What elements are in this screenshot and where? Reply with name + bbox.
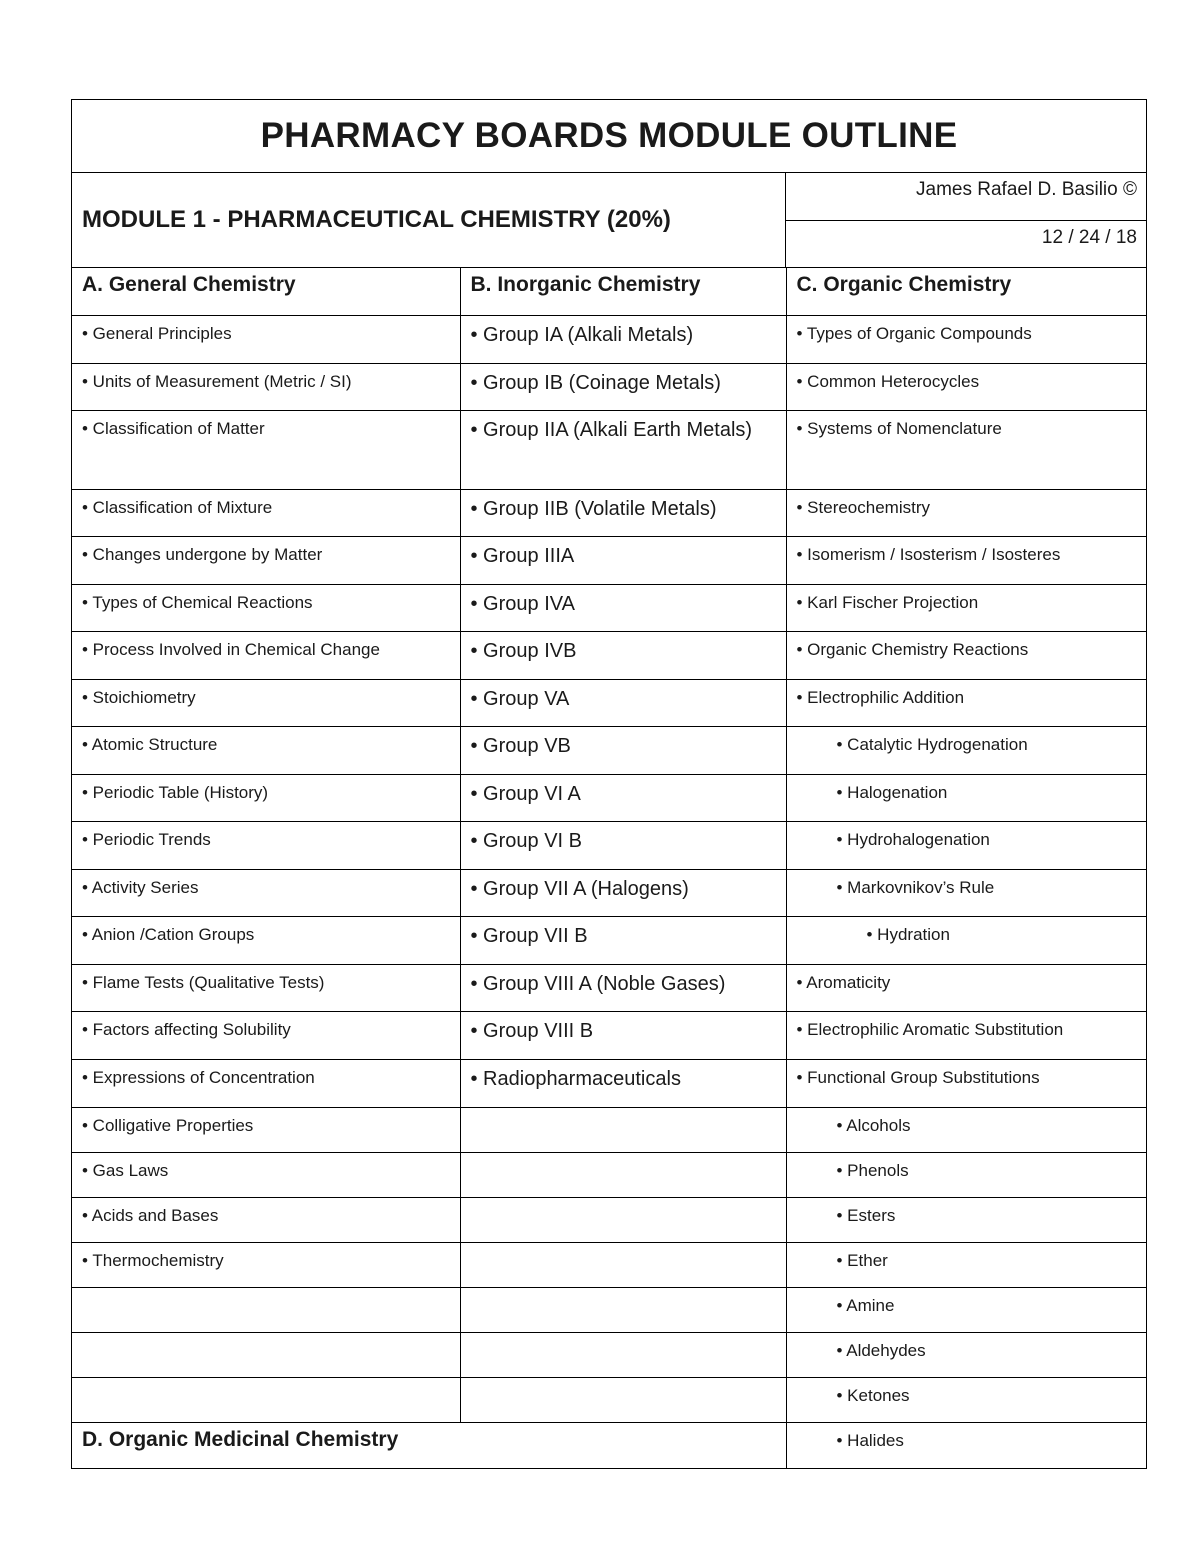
topic-a: • Factors affecting Solubility — [72, 1011, 460, 1059]
page-title: PHARMACY BOARDS MODULE OUTLINE — [260, 116, 958, 155]
topic-a: • Classification of Matter — [72, 410, 460, 489]
header-organic-medicinal-chemistry: D. Organic Medicinal Chemistry — [72, 1422, 786, 1468]
topic-c: • Markovnikov’s Rule — [786, 869, 1146, 916]
topic-c: • Amine — [786, 1287, 1146, 1332]
topic-b — [460, 1287, 786, 1332]
topic-b: • Group IA (Alkali Metals) — [460, 315, 786, 363]
title-row — [72, 100, 1146, 173]
table-row — [72, 489, 1146, 536]
topic-c: • Esters — [786, 1197, 1146, 1242]
topic-b: • Group VIII B — [460, 1011, 786, 1059]
topic-b: • Group VII A (Halogens) — [460, 869, 786, 916]
table-row — [72, 315, 1146, 363]
topic-b: • Group VI B — [460, 821, 786, 869]
topic-a: • Stoichiometry — [72, 679, 460, 726]
topic-c: • Halides — [836, 1430, 904, 1450]
table-row — [72, 1287, 1146, 1332]
topic-b: • Group VB — [460, 726, 786, 774]
table-row — [72, 536, 1146, 584]
author-line — [786, 173, 1146, 221]
topic-a: • Expressions of Concentration — [72, 1059, 460, 1107]
topic-b — [460, 1152, 786, 1197]
topic-c: • Organic Chemistry Reactions — [786, 631, 1146, 679]
module-title: MODULE 1 - PHARMACEUTICAL CHEMISTRY (20%) — [82, 206, 671, 233]
topic-b — [460, 1377, 786, 1422]
topic-a: • Classification of Mixture — [72, 489, 460, 536]
topic-a: • Activity Series — [72, 869, 460, 916]
table-row — [72, 679, 1146, 726]
topic-a: • Anion /Cation Groups — [72, 916, 460, 964]
header-inorganic-chemistry: B. Inorganic Chemistry — [460, 268, 786, 315]
meta-cell — [786, 173, 1146, 267]
module-cell — [72, 173, 786, 267]
table-row — [72, 964, 1146, 1011]
topic-c: • Phenols — [786, 1152, 1146, 1197]
topic-c: • Types of Organic Compounds — [786, 315, 1146, 363]
topic-a: • Colligative Properties — [72, 1107, 460, 1152]
topic-c: • Alcohols — [786, 1107, 1146, 1152]
topic-c: • Karl Fischer Projection — [786, 584, 1146, 631]
topic-a: • Atomic Structure — [72, 726, 460, 774]
topic-b — [460, 1197, 786, 1242]
topic-c: • Halogenation — [786, 774, 1146, 821]
topic-b: • Radiopharmaceuticals — [460, 1059, 786, 1107]
table-row — [72, 631, 1146, 679]
table-row — [72, 774, 1146, 821]
topic-c: • Stereochemistry — [786, 489, 1146, 536]
date: 12 / 24 / 18 — [1041, 226, 1137, 248]
table-row — [72, 726, 1146, 774]
topic-c: • Electrophilic Aromatic Substitution — [786, 1011, 1146, 1059]
topic-c: • Functional Group Substitutions — [786, 1059, 1146, 1107]
table-row — [72, 410, 1146, 489]
outline-table — [72, 268, 1146, 1468]
topic-a — [72, 1287, 460, 1332]
table-row — [72, 869, 1146, 916]
topic-b: • Group VIII A (Noble Gases) — [460, 964, 786, 1011]
table-row — [72, 1242, 1146, 1287]
topic-b: • Group IVA — [460, 584, 786, 631]
topic-c: • Common Heterocycles — [786, 363, 1146, 410]
topic-a: • Process Involved in Chemical Change — [72, 631, 460, 679]
author: James Rafael D. Basilio © — [916, 179, 1137, 200]
table-row — [72, 1332, 1146, 1377]
topic-c: • Aromaticity — [786, 964, 1146, 1011]
topic-a: • Gas Laws — [72, 1152, 460, 1197]
topic-b — [460, 1332, 786, 1377]
topic-a: • Periodic Trends — [72, 821, 460, 869]
topic-b: • Group IVB — [460, 631, 786, 679]
topic-b — [460, 1242, 786, 1287]
topic-b — [460, 1107, 786, 1152]
topic-c: • Hydrohalogenation — [786, 821, 1146, 869]
topic-c: • Ether — [786, 1242, 1146, 1287]
table-row — [72, 1152, 1146, 1197]
table-row — [72, 1011, 1146, 1059]
date-line — [786, 221, 1146, 268]
table-row — [72, 821, 1146, 869]
topic-b: • Group IIB (Volatile Metals) — [460, 489, 786, 536]
header-organic-chemistry: C. Organic Chemistry — [786, 268, 1146, 315]
topic-a: • Types of Chemical Reactions — [72, 584, 460, 631]
table-row — [72, 363, 1146, 410]
table-row — [72, 1059, 1146, 1107]
table-row — [72, 1422, 1146, 1468]
topic-b: • Group VA — [460, 679, 786, 726]
topic-b: • Group VI A — [460, 774, 786, 821]
topic-b: • Group VII B — [460, 916, 786, 964]
table-row — [72, 1377, 1146, 1422]
table-row — [72, 916, 1146, 964]
topic-a — [72, 1332, 460, 1377]
topic-c: • Hydration — [786, 916, 1146, 964]
topic-c: • Catalytic Hydrogenation — [786, 726, 1146, 774]
topic-a: • Thermochemistry — [72, 1242, 460, 1287]
topic-a: • Periodic Table (History) — [72, 774, 460, 821]
topic-a — [72, 1377, 460, 1422]
topic-b: • Group IB (Coinage Metals) — [460, 363, 786, 410]
module-outline — [71, 99, 1147, 1469]
topic-c: • Aldehydes — [786, 1332, 1146, 1377]
header-row — [72, 173, 1146, 268]
topic-b: • Group IIA (Alkali Earth Metals) — [460, 410, 786, 489]
table-row — [72, 584, 1146, 631]
topic-a: • Units of Measurement (Metric / SI) — [72, 363, 460, 410]
topic-a: • Changes undergone by Matter — [72, 536, 460, 584]
topic-c: • Ketones — [786, 1377, 1146, 1422]
topic-c: • Isomerism / Isosterism / Isosteres — [786, 536, 1146, 584]
topic-a: • Flame Tests (Qualitative Tests) — [72, 964, 460, 1011]
column-headers — [72, 268, 1146, 315]
header-general-chemistry: A. General Chemistry — [72, 268, 460, 315]
topic-a: • General Principles — [72, 315, 460, 363]
topic-b: • Group IIIA — [460, 536, 786, 584]
table-row — [72, 1107, 1146, 1152]
topic-c: • Electrophilic Addition — [786, 679, 1146, 726]
table-row — [72, 1197, 1146, 1242]
topic-c: • Systems of Nomenclature — [786, 410, 1146, 489]
topic-a: • Acids and Bases — [72, 1197, 460, 1242]
